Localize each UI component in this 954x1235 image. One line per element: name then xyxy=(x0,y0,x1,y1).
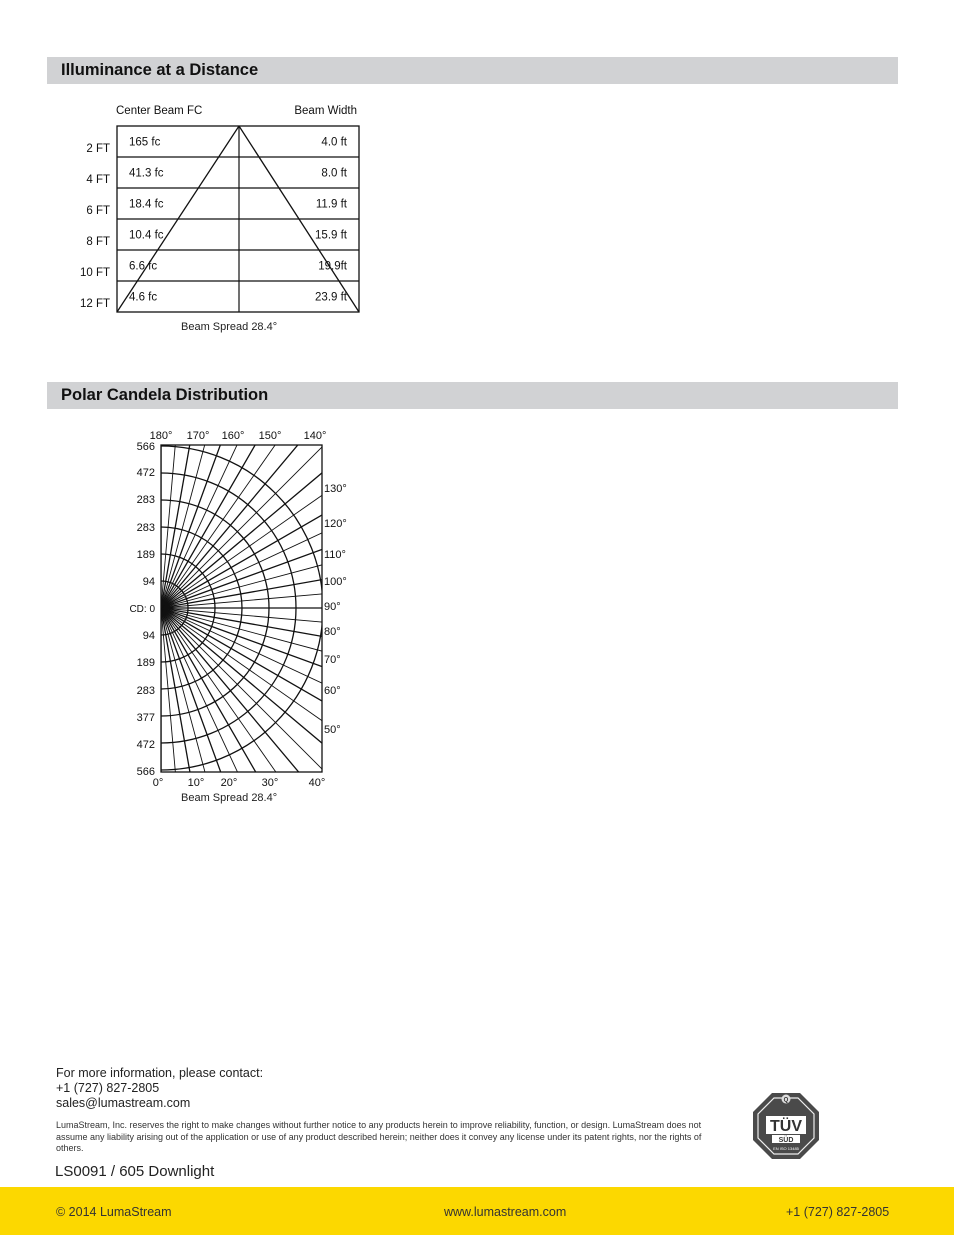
center-beam-fc-value: 6.6 fc xyxy=(129,260,158,273)
top-angle-label: 140° xyxy=(303,430,327,442)
candela-value-label: 283 xyxy=(136,522,155,534)
contact-heading: For more information, please contact: xyxy=(56,1066,264,1080)
candela-value-label: 377 xyxy=(136,712,155,724)
distance-label: 4 FT xyxy=(86,174,110,186)
illuminance-diagram xyxy=(75,97,365,322)
distance-label: 10 FT xyxy=(79,267,110,279)
contact-email[interactable]: sales@lumastream.com xyxy=(56,1096,191,1110)
candela-value-label: 189 xyxy=(136,657,155,669)
right-angle-label: 80° xyxy=(324,626,341,638)
distance-label: 2 FT xyxy=(86,143,110,155)
footer-copyright: © 2014 LumaStream xyxy=(56,1205,172,1219)
bottom-angle-label: 40° xyxy=(308,777,326,789)
candela-value-label: 283 xyxy=(136,494,155,506)
bottom-angle-label: 20° xyxy=(220,777,238,789)
svg-text:Q: Q xyxy=(783,1097,789,1104)
beam-width-value: 8.0 ft xyxy=(321,167,347,180)
svg-text:EN ISO 13485: EN ISO 13485 xyxy=(773,1146,799,1151)
top-angle-label: 150° xyxy=(258,430,282,442)
footer-bar xyxy=(0,1187,954,1235)
distance-label: 6 FT xyxy=(86,205,110,217)
right-angle-label: 70° xyxy=(324,654,341,666)
center-beam-fc-value: 165 fc xyxy=(129,136,161,149)
center-beam-fc-value: 4.6 fc xyxy=(129,291,158,304)
candela-value-label: 189 xyxy=(136,549,155,561)
candela-value-label: 94 xyxy=(142,576,155,588)
right-angle-label: 110° xyxy=(324,549,346,561)
polar-spoke xyxy=(161,425,298,608)
svg-text:TÜV: TÜV xyxy=(770,1118,802,1135)
beam-width-header: Beam Width xyxy=(294,105,357,117)
beam-width-value: 19.9ft xyxy=(318,260,347,273)
polar-section-title: Polar Candela Distribution xyxy=(61,386,269,404)
footer-website-link[interactable]: www.lumastream.com xyxy=(444,1205,567,1219)
right-angle-label: 130° xyxy=(324,483,347,495)
beam-width-value: 15.9 ft xyxy=(315,229,347,242)
polar-spoke xyxy=(161,425,330,608)
center-beam-fc-value: 41.3 fc xyxy=(129,167,164,180)
distance-label: 8 FT xyxy=(86,236,110,248)
illuminance-caption: Beam Spread 28.4° xyxy=(181,321,278,333)
illuminance-section-header xyxy=(47,57,898,84)
right-angle-label: 60° xyxy=(324,685,341,697)
bottom-angle-label: 30° xyxy=(261,777,279,789)
bottom-angle-label: 0° xyxy=(152,777,164,789)
beam-width-value: 23.9 ft xyxy=(315,291,347,304)
top-angle-label: 170° xyxy=(186,430,210,442)
distance-label: 12 FT xyxy=(79,298,110,310)
candela-value-label: 566 xyxy=(136,766,155,778)
polar-caption: Beam Spread 28.4° xyxy=(181,792,278,804)
footer-phone[interactable]: +1 (727) 827-2805 xyxy=(786,1205,890,1219)
contact-phone[interactable]: +1 (727) 827-2805 xyxy=(56,1081,160,1095)
model-name: LS0091 / 605 Downlight xyxy=(55,1163,215,1180)
candela-value-label: 472 xyxy=(136,739,155,751)
candela-value-label: 472 xyxy=(136,467,155,479)
illuminance-section-title: Illuminance at a Distance xyxy=(61,61,259,79)
beam-width-value: 11.9 ft xyxy=(315,198,347,211)
right-angle-label: 100° xyxy=(324,576,347,588)
svg-text:SÜD: SÜD xyxy=(778,1137,794,1144)
polar-section-header xyxy=(47,382,898,409)
tuv-sud-certification-logo xyxy=(752,1092,820,1160)
beam-width-value: 4.0 ft xyxy=(321,136,347,149)
bottom-angle-label: 10° xyxy=(187,777,205,789)
candela-value-label: 566 xyxy=(136,441,155,453)
right-angle-label: 90° xyxy=(324,601,341,613)
center-beam-fc-value: 18.4 fc xyxy=(129,198,164,211)
polar-spoke xyxy=(161,608,298,795)
top-angle-label: 180° xyxy=(149,430,173,442)
candela-value-label: 94 xyxy=(142,630,155,642)
center-beam-fc-header: Center Beam FC xyxy=(116,105,203,117)
top-angle-label: 160° xyxy=(221,430,245,442)
right-angle-label: 120° xyxy=(324,518,347,530)
legal-disclaimer: LumaStream, Inc. reserves the right to make changes without further notice to any products herein to improve reliability, function, or design. LumaStream does not assume any liability arising out of the application or use of any product described herein; neither does it convey any license under its patent rights, nor the rights of others. xyxy=(56,1120,702,1153)
candela-value-label: 283 xyxy=(136,685,155,697)
right-angle-label: 50° xyxy=(324,724,341,736)
candela-value-label: CD: 0 xyxy=(129,604,155,615)
center-beam-fc-value: 10.4 fc xyxy=(129,229,164,242)
polar-candela-diagram xyxy=(105,425,355,795)
contact-block xyxy=(56,1066,263,1111)
